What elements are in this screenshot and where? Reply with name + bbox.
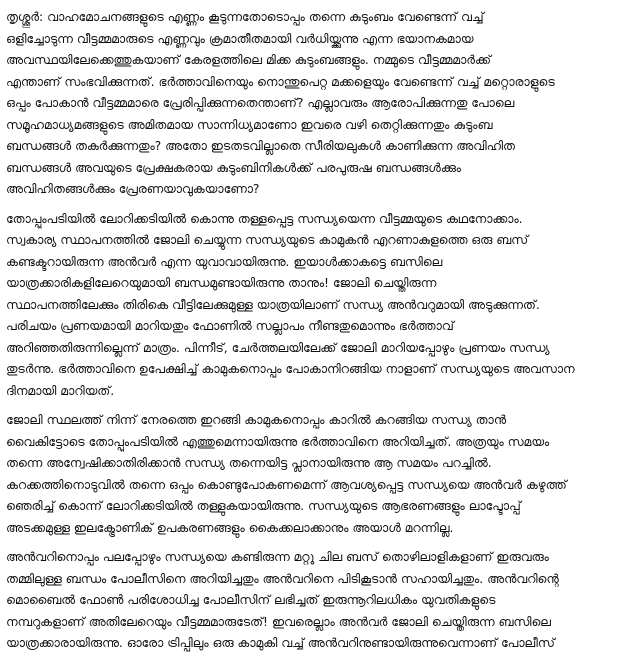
text-line: അൻവറിനൊപ്പം പലപ്പോഴും സന്ധ്യയെ കണ്ടിരുന്ന മറ്റു ചില ബസ് തൊഴിലാളികളാണ് ഇരുവരും	[6, 549, 549, 564]
text-line: പരിചയം പ്രണയമായി മാറിയതും ഫോണിൽ സല്ലാപം നീണ്ടതുമൊന്നും ഭർത്താവ്	[6, 318, 454, 333]
text-line: യാത്രക്കാരികളിലേറെയുമായി ബന്ധമുണ്ടായിരുന്നു താനും! ജോലി ചെയ്തിരുന്ന	[6, 275, 437, 290]
text-line: ജോലി സ്ഥലത്ത് നിന്ന് നേരത്തെ ഇറങ്ങി കാമുകനൊപ്പം കാറിൽ കറങ്ങിയ സന്ധ്യ താൻ	[6, 412, 507, 427]
text-line: എന്താണ് സംഭവിക്കുന്നത്. ഭർത്താവിനെയും നൊന്തുപെറ്റ മക്കളെയും വേണ്ടെന്ന് വച്ച് മറ്റൊരാളുടെ	[6, 73, 555, 89]
article-body	[6, 6, 636, 662]
text-line: കറക്കത്തിനൊടുവിൽ തന്നെ ഒപ്പം കൊണ്ടുപോകണമെന്ന് ആവശ്യപ്പെട്ട സന്ധ്യയെ അൻവർ കഴുത്ത്	[6, 476, 567, 492]
text-line: യാത്രക്കാരായിരുന്നു. ഓരോ ട്രിപ്പിലും ഒരു കാമുകി വച്ച് അൻവറിനുണ്ടായിരുന്നുവെന്നാണ് പോലീസ്	[6, 635, 555, 650]
text-line: അവിഹിതങ്ങൾക്കും പ്രേരണയാവുകയാണോ?	[6, 181, 260, 196]
text-line: തൃശ്ശൂർ: വാഹമോചനങ്ങളുടെ എണ്ണം കൂടുന്നതോടൊപ്പം തന്നെ കുടുംബം വേണ്ടെന്ന് വച്ച്	[6, 9, 484, 24]
text-line: അവസ്ഥയിലേക്കെത്തുകയാണ് കേരളത്തിലെ മിക്ക കുടുംബങ്ങളും. നമ്മുടെ വീട്ടമ്മമാർക്ക്	[6, 52, 491, 67]
paragraph	[6, 546, 636, 654]
text-line: ബന്ധങ്ങൾ അവയുടെ പ്രേക്ഷകരായ കുടുംബിനികൾക്ക് പരപുരുഷ ബന്ധങ്ങൾക്കും	[6, 159, 461, 175]
paragraph	[6, 6, 636, 200]
text-line: കണ്ടക്ടറായിരുന്ന അൻവർ എന്ന യുവാവായിരുന്നു. ഇയാൾക്കാകട്ടെ ബസിലെ	[6, 253, 443, 269]
text-line: അറിഞ്ഞതിരുന്നില്ലെന്ന് മാത്രം. പിന്നീട്, ചേർത്തലയിലേക്ക് ജോലി മാറിയപ്പോഴും പ്രണയം സന്ധ്യ	[6, 339, 550, 355]
text-line: നമ്പറുകളാണ് അതിലേറെയും വീട്ടമ്മമാരുടേത്! ഇവരെല്ലാം അൻവർ ജോലി ചെയ്തിരുന്ന ബസിലെ	[6, 613, 551, 629]
text-line: ഒളിച്ചോടുന്ന വീട്ടമ്മമാരുടെ എണ്ണവും ക്രമാതീതമായി വർധിയ്ക്കുന്നു എന്ന ഭയാനകമായ	[6, 30, 474, 46]
text-line: അടക്കമുള്ള ഇലക്ട്രോണിക് ഉപകരണങ്ങളും കൈക്കലാക്കാനും അയാൾ മറന്നില്ല.	[6, 519, 454, 535]
text-line: ദിനമായി മാറിയത്.	[6, 382, 115, 398]
text-line: തമ്മിലുള്ള ബന്ധം പോലീസിനെ അറിയിച്ചതും അൻവറിനെ പിടികൂടാൻ സഹായിച്ചതും. അൻവറിന്റെ	[6, 570, 559, 586]
text-line: ഒപ്പം പോകാൻ വീട്ടമ്മമാരെ പ്രേരിപ്പിക്കുന്നതെന്താണ്? എല്ലാവരും ആരോപിക്കുന്നതു പോലെ	[6, 95, 515, 110]
text-line: ബന്ധങ്ങൾ തകർക്കുന്നതും? അതോ ഇടതടവില്ലാതെ സീരിയലുകൾ കാണിക്കുന്ന അവിഹിത	[6, 138, 515, 153]
text-line: സ്ഥാപനത്തിലേക്കും തിരികെ വീട്ടിലേക്കുമുള്ള യാത്രയിലാണ് സന്ധ്യ അൻവറുമായി അടുക്കുന്നത്.	[6, 296, 540, 312]
text-line: തോപ്പുംപടിയിൽ ലോറിക്കടിയിൽ കൊന്നു തള്ളപ്പെട്ട സന്ധ്യയെന്ന വീട്ടമ്മയുടെ കഥനോക്കാം.	[6, 210, 523, 226]
paragraph	[6, 208, 636, 402]
text-line: തന്നെ അന്വേഷിക്കാതിരിക്കാൻ സന്ധ്യ തന്നെയിട്ട പ്ലാനായിരുന്നു ആ സമയം പറച്ചിൽ.	[6, 455, 492, 470]
paragraph	[6, 409, 636, 538]
text-line: സമൂഹമാധ്യമങ്ങളുടെ അമിതമായ സാന്നിധ്യമാണോ ഇവരെ വഴി തെറ്റിക്കുന്നതും കുടുംബ	[6, 116, 493, 132]
text-line: തുടർന്നു. ഭർത്താവിനെ ഉപേക്ഷിച്ച് കാമുകനൊപ്പം പോകാനിറങ്ങിയ നാളാണ് സന്ധ്യയുടെ അവസാന	[6, 361, 575, 376]
text-line: വൈകിട്ടോടെ തോപ്പുംപടിയിൽ എത്തുമെന്നായിരുന്നു ഭർത്താവിനെ അറിയിച്ചത്. അത്രയും സമയം	[6, 433, 550, 449]
text-line: സ്വകാര്യ സ്ഥാപനത്തിൽ ജോലി ചെയ്യുന്ന സന്ധ്യയുടെ കാമുകൻ എറണാകുളത്തെ ഒരു ബസ്	[6, 232, 529, 247]
text-line: മൊബൈൽ ഫോൺ പരിശോധിച്ച പോലീസിന് ലഭിച്ചത് ഇരുന്നൂറിലധികം യുവതികളുടെ	[6, 592, 496, 607]
text-line: ഞെരിച്ച് കൊന്ന് ലോറിക്കടിയിൽ തള്ളുകയായിരുന്നു. സന്ധ്യയുടെ ആഭരണങ്ങളും ലാപ്ടോപ്പ്	[6, 498, 521, 513]
